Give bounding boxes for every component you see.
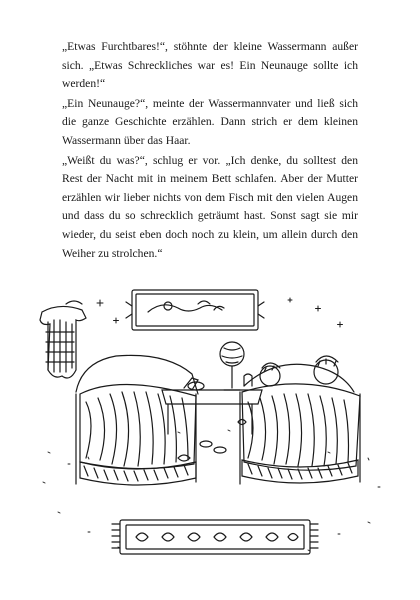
left-bed (76, 355, 198, 485)
sweater-illustration (40, 301, 86, 378)
paragraph-3: „Weißt du was?“, schlug er vor. „Ich denke, du solltest den Rest der Nacht mit in meinem Bett schlafen. Aber der Mutter erzählen wir lieber nichts von dem Fisch mit den vielen Augen und dass du so schrecklich geträumt hast. Sonst sagt sie mir wieder, du seist eben doch noch zu klein, um allein durch den Weiher zu strolchen.“ (62, 153, 358, 260)
paragraph-2: „Ein Neunauge?“, meinte der Wassermannvater und ließ sich die ganze Geschichte erzählen. Dann strich er dem kleinen Wassermann über das Haar. (62, 96, 358, 147)
right-bed (240, 356, 360, 484)
floor-texture (43, 430, 380, 551)
sparkles (97, 298, 343, 327)
bedroom-illustration (28, 282, 392, 582)
rug (112, 520, 318, 554)
wall-picture (126, 290, 264, 330)
globe-lamp (220, 342, 244, 390)
paragraph-1: „Etwas Furchtbares!“, stöhnte der kleine Wassermann außer sich. „Etwas Schreckliches war es! Ein Neunauge sollte ich werden!“ (62, 40, 358, 91)
story-text (62, 38, 358, 264)
